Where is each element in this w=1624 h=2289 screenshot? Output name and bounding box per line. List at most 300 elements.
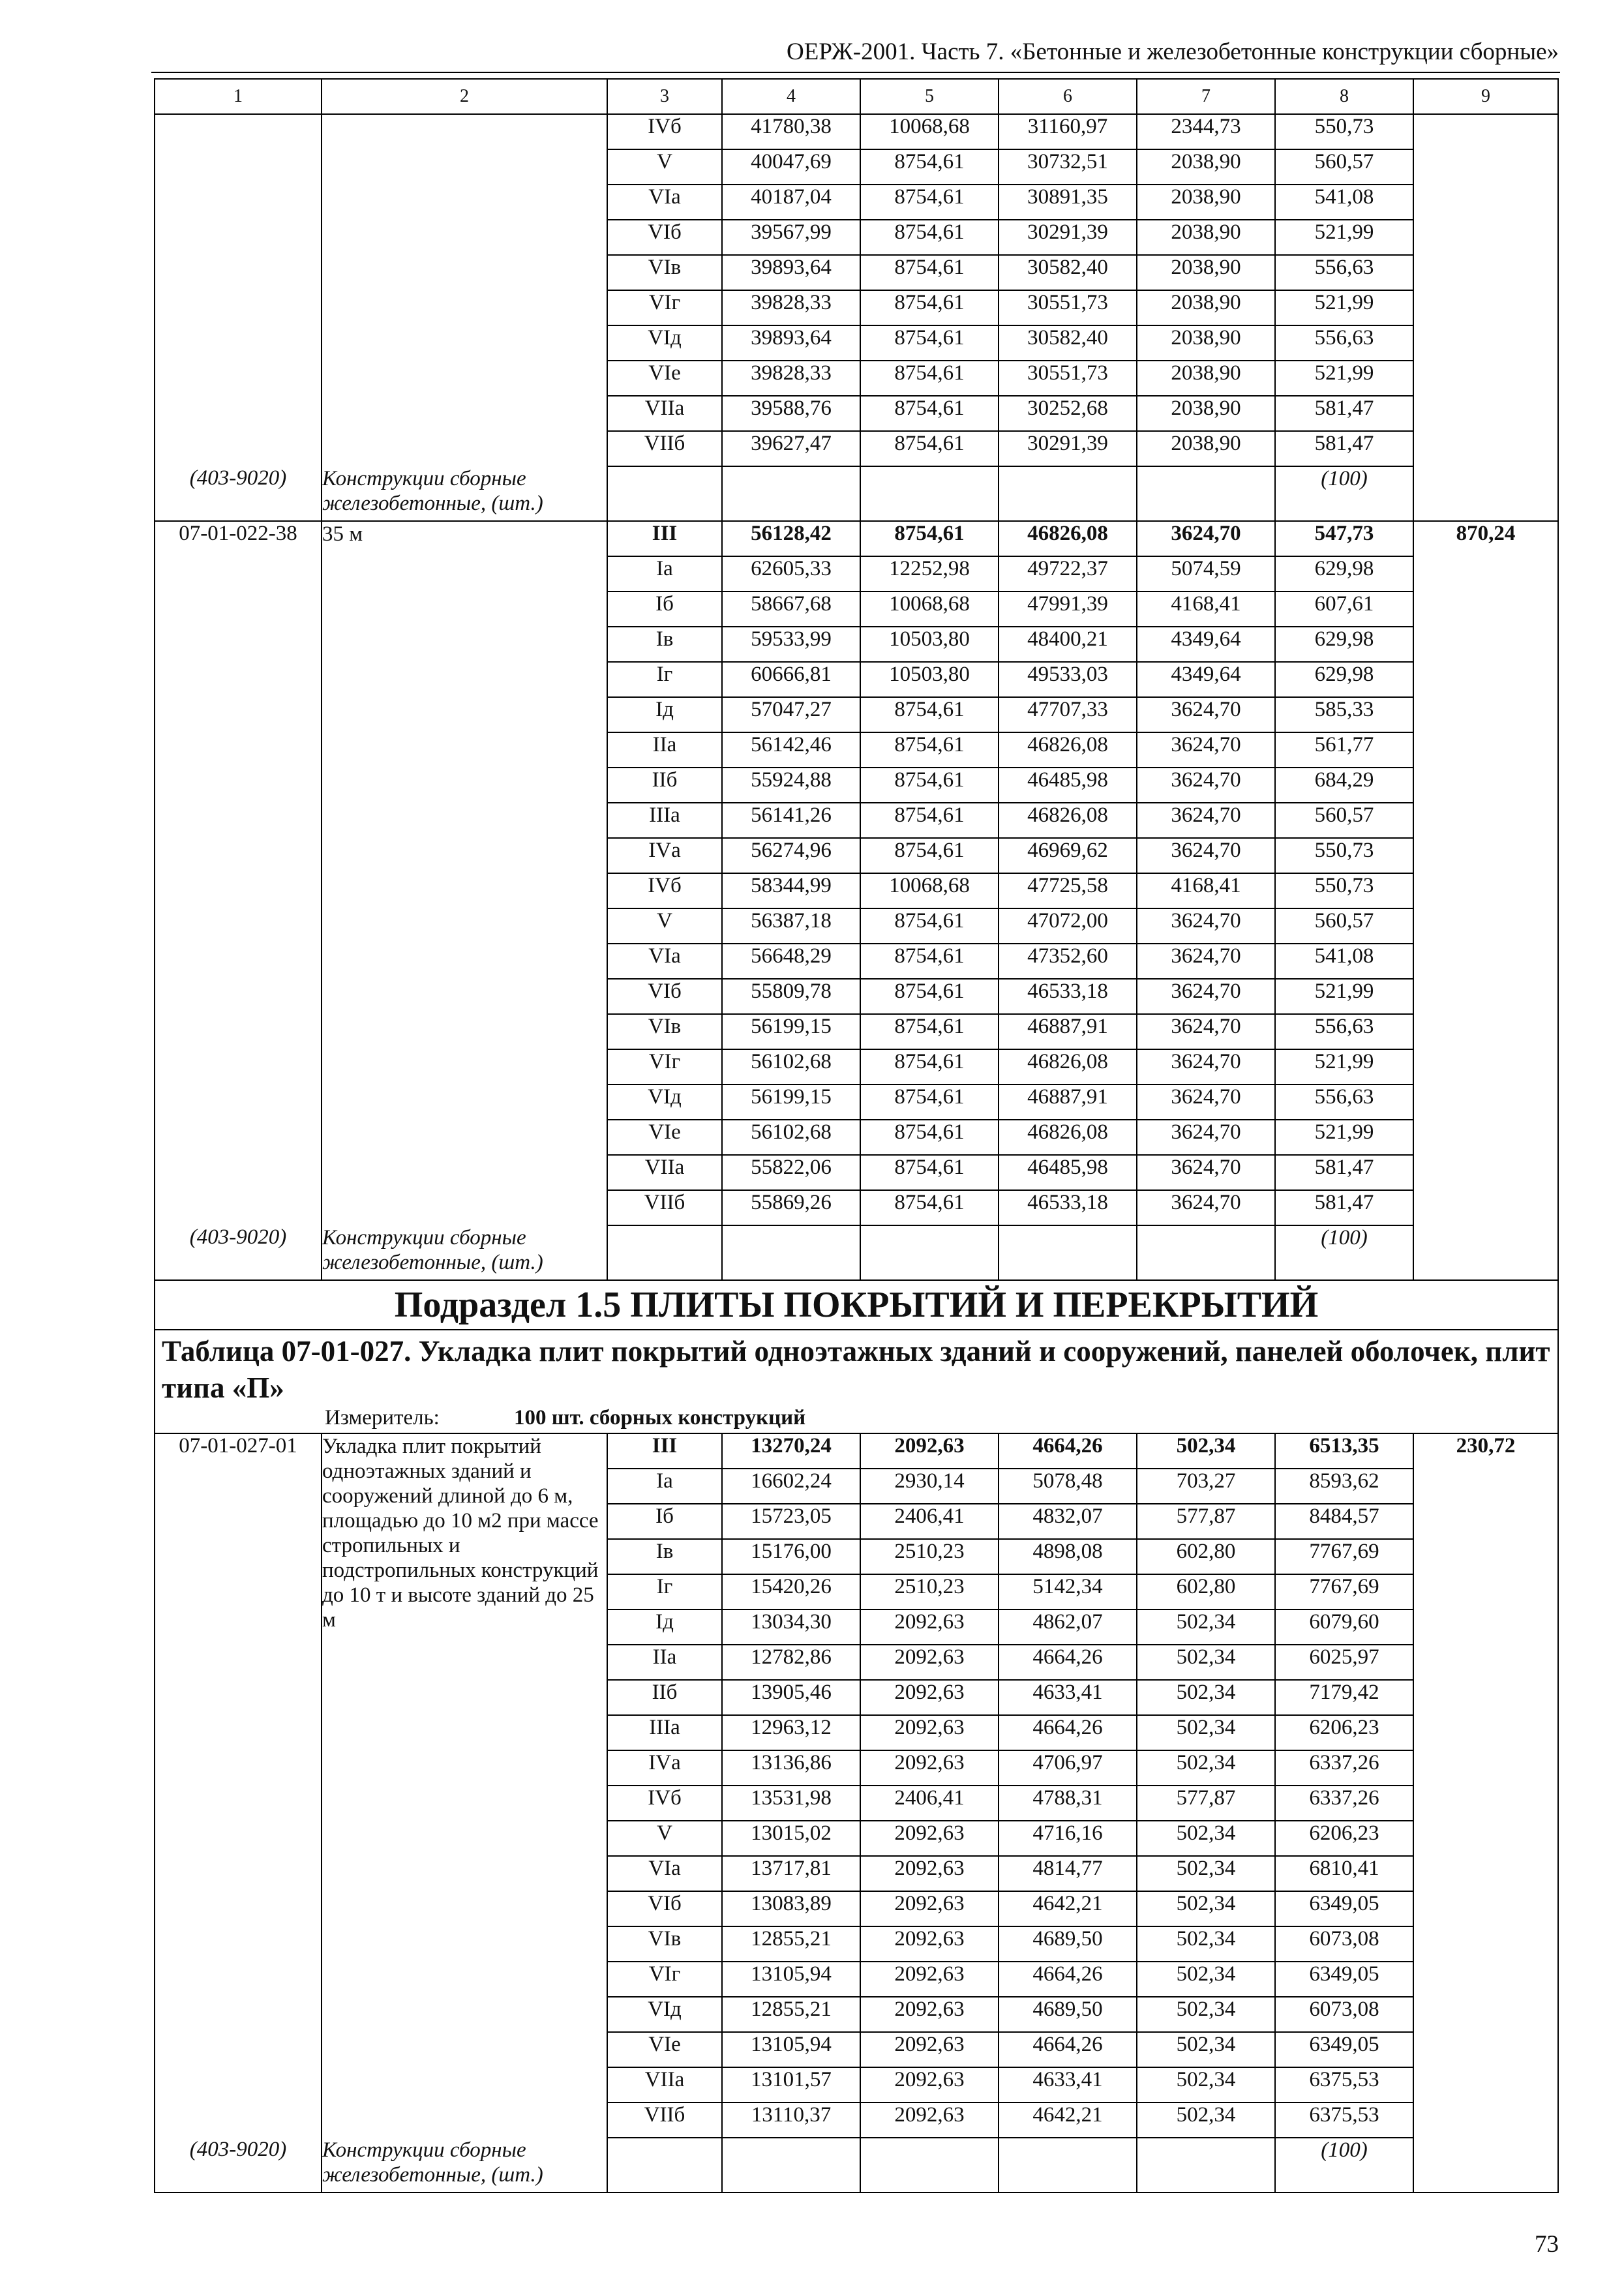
value-cell: 4814,77	[999, 1856, 1137, 1891]
value-cell: 47072,00	[999, 908, 1137, 944]
value-cell: 3624,70	[1137, 944, 1275, 979]
value-cell: 4862,07	[999, 1609, 1137, 1645]
value-cell: 12963,12	[722, 1715, 860, 1750]
rates-table-body	[155, 79, 1558, 2192]
value-cell: 3624,70	[1137, 803, 1275, 838]
value-cell: 56142,46	[722, 732, 860, 768]
zone-cell: VIб	[607, 220, 722, 255]
value-cell: 4633,41	[999, 1680, 1137, 1715]
zone-cell: VIIа	[607, 1155, 722, 1190]
value-cell: 30582,40	[999, 255, 1137, 290]
material-row	[155, 1225, 1558, 1280]
value-cell: 5142,34	[999, 1574, 1137, 1609]
value-cell: 8754,61	[860, 768, 999, 803]
value-cell: 8754,61	[860, 1190, 999, 1225]
value-cell: 13905,46	[722, 1680, 860, 1715]
value-cell: 6073,08	[1275, 1926, 1413, 1962]
table-title: Таблица 07-01-027. Укладка плит покрытий одноэтажных зданий и сооружений, панелей оболочек, плит типа «П»	[155, 1330, 1558, 1406]
value-cell: 13717,81	[722, 1856, 860, 1891]
zone-cell: VIе	[607, 2032, 722, 2067]
value-cell: 8754,61	[860, 325, 999, 361]
value-cell: 2038,90	[1137, 325, 1275, 361]
value-cell: 3624,70	[1137, 1085, 1275, 1120]
zone-cell: VIв	[607, 1926, 722, 1962]
value-cell: 521,99	[1275, 979, 1413, 1014]
value-cell: 502,34	[1137, 1962, 1275, 1997]
value-cell: 31160,97	[999, 114, 1137, 149]
value-cell: 4168,41	[1137, 873, 1275, 908]
zone-cell: VIд	[607, 1085, 722, 1120]
value-cell: 2092,63	[860, 1645, 999, 1680]
value-cell: 521,99	[1275, 361, 1413, 396]
value-cell: 2038,90	[1137, 290, 1275, 325]
value-cell: 8754,61	[860, 1085, 999, 1120]
value-cell: 629,98	[1275, 556, 1413, 591]
empty-cell	[860, 1225, 999, 1280]
value-cell: 2092,63	[860, 1750, 999, 1786]
value-cell: 6375,53	[1275, 2067, 1413, 2102]
value-cell: 556,63	[1275, 325, 1413, 361]
value-cell: 556,63	[1275, 1014, 1413, 1049]
column-9-value: 870,24	[1413, 521, 1558, 1225]
value-cell: 47725,58	[999, 873, 1137, 908]
value-cell: 39627,47	[722, 431, 860, 466]
value-cell: 13110,37	[722, 2102, 860, 2138]
zone-cell: VIв	[607, 255, 722, 290]
zone-cell: VIIа	[607, 2067, 722, 2102]
value-cell: 58344,99	[722, 873, 860, 908]
value-cell: 502,34	[1137, 2067, 1275, 2102]
value-cell: 2038,90	[1137, 255, 1275, 290]
zone-cell: Iг	[607, 662, 722, 697]
value-cell: 581,47	[1275, 396, 1413, 431]
value-cell: 4898,08	[999, 1539, 1137, 1574]
value-cell: 30582,40	[999, 325, 1137, 361]
subsection-title: Подраздел 1.5 ПЛИТЫ ПОКРЫТИЙ И ПЕРЕКРЫТИЙ	[155, 1280, 1558, 1330]
zone-cell: VIг	[607, 1049, 722, 1085]
value-cell: 10503,80	[860, 627, 999, 662]
zone-cell: IIб	[607, 768, 722, 803]
value-cell: 703,27	[1137, 1469, 1275, 1504]
value-cell: 6073,08	[1275, 1997, 1413, 2032]
value-cell: 46887,91	[999, 1014, 1137, 1049]
zone-cell: VIд	[607, 1997, 722, 2032]
value-cell: 561,77	[1275, 732, 1413, 768]
empty-cell	[1137, 466, 1275, 521]
empty-cell	[860, 466, 999, 521]
value-cell: 4832,07	[999, 1504, 1137, 1539]
zone-cell: VIе	[607, 1120, 722, 1155]
work-description	[322, 114, 607, 466]
value-cell: 15723,05	[722, 1504, 860, 1539]
zone-cell: IVа	[607, 1750, 722, 1786]
value-cell: 2038,90	[1137, 396, 1275, 431]
zone-cell: Iд	[607, 1609, 722, 1645]
value-cell: 56102,68	[722, 1049, 860, 1085]
value-cell: 8754,61	[860, 944, 999, 979]
value-cell: 8754,61	[860, 396, 999, 431]
value-cell: 2930,14	[860, 1469, 999, 1504]
value-cell: 39828,33	[722, 290, 860, 325]
zone-cell: IIа	[607, 1645, 722, 1680]
value-cell: 2406,41	[860, 1504, 999, 1539]
work-description: 35 м	[322, 521, 607, 1225]
value-cell: 8754,61	[860, 290, 999, 325]
value-cell: 56102,68	[722, 1120, 860, 1155]
value-cell: 12782,86	[722, 1645, 860, 1680]
column-number: 1	[155, 79, 322, 114]
value-cell: 13270,24	[722, 1433, 860, 1469]
value-cell: 581,47	[1275, 1190, 1413, 1225]
page-number: 73	[1535, 2231, 1559, 2258]
value-cell: 8754,61	[860, 149, 999, 185]
zone-cell: III	[607, 1433, 722, 1469]
value-cell: 13034,30	[722, 1609, 860, 1645]
zone-cell: Iа	[607, 556, 722, 591]
value-cell: 12855,21	[722, 1997, 860, 2032]
value-cell: 3624,70	[1137, 697, 1275, 732]
value-cell: 41780,38	[722, 114, 860, 149]
material-row	[155, 466, 1558, 521]
column-number: 8	[1275, 79, 1413, 114]
value-cell: 62605,33	[722, 556, 860, 591]
value-cell: 2092,63	[860, 1962, 999, 1997]
value-cell: 629,98	[1275, 627, 1413, 662]
rate-code: 07-01-027-01	[155, 1433, 322, 2138]
measure-label: Измеритель:	[325, 1406, 440, 1429]
table-row	[155, 1433, 1558, 1469]
value-cell: 8754,61	[860, 431, 999, 466]
zone-cell: IIIа	[607, 803, 722, 838]
value-cell: 7179,42	[1275, 1680, 1413, 1715]
column-number-row	[155, 79, 1558, 114]
value-cell: 4664,26	[999, 2032, 1137, 2067]
value-cell: 3624,70	[1137, 1155, 1275, 1190]
zone-cell: V	[607, 149, 722, 185]
value-cell: 46887,91	[999, 1085, 1137, 1120]
zone-cell: IIб	[607, 1680, 722, 1715]
value-cell: 3624,70	[1137, 1190, 1275, 1225]
value-cell: 502,34	[1137, 1433, 1275, 1469]
value-cell: 585,33	[1275, 697, 1413, 732]
value-cell: 8754,61	[860, 908, 999, 944]
value-cell: 59533,99	[722, 627, 860, 662]
measure-cell	[155, 1406, 1558, 1433]
zone-cell: Iг	[607, 1574, 722, 1609]
value-cell: 502,34	[1137, 1680, 1275, 1715]
value-cell: 2092,63	[860, 1856, 999, 1891]
zone-cell: Iв	[607, 627, 722, 662]
empty-cell	[722, 2138, 860, 2192]
value-cell: 57047,27	[722, 697, 860, 732]
material-description: Конструкции сборные железобетонные, (шт.)	[322, 466, 607, 521]
value-cell: 502,34	[1137, 1645, 1275, 1680]
value-cell: 541,08	[1275, 944, 1413, 979]
material-code: (403-9020)	[155, 466, 322, 521]
value-cell: 30551,73	[999, 361, 1137, 396]
value-cell: 5074,59	[1137, 556, 1275, 591]
value-cell: 2406,41	[860, 1786, 999, 1821]
zone-cell: VIа	[607, 1856, 722, 1891]
value-cell: 3624,70	[1137, 838, 1275, 873]
value-cell: 56648,29	[722, 944, 860, 979]
value-cell: 4642,21	[999, 1891, 1137, 1926]
value-cell: 13015,02	[722, 1821, 860, 1856]
value-cell: 8754,61	[860, 732, 999, 768]
value-cell: 2092,63	[860, 1891, 999, 1926]
value-cell: 8484,57	[1275, 1504, 1413, 1539]
value-cell: 46485,98	[999, 1155, 1137, 1190]
value-cell: 8593,62	[1275, 1469, 1413, 1504]
zone-cell: VIг	[607, 290, 722, 325]
material-quantity: (100)	[1275, 466, 1413, 521]
value-cell: 40047,69	[722, 149, 860, 185]
value-cell: 521,99	[1275, 220, 1413, 255]
empty-cell	[999, 1225, 1137, 1280]
value-cell: 4633,41	[999, 2067, 1137, 2102]
zone-cell: IVа	[607, 838, 722, 873]
table-row	[155, 114, 1558, 149]
value-cell: 581,47	[1275, 1155, 1413, 1190]
zone-cell: Iв	[607, 1539, 722, 1574]
value-cell: 2092,63	[860, 1433, 999, 1469]
value-cell: 58667,68	[722, 591, 860, 627]
subsection-row	[155, 1280, 1558, 1330]
value-cell: 602,80	[1137, 1539, 1275, 1574]
value-cell: 2092,63	[860, 1609, 999, 1645]
value-cell: 39567,99	[722, 220, 860, 255]
value-cell: 8754,61	[860, 361, 999, 396]
value-cell: 3624,70	[1137, 1049, 1275, 1085]
value-cell: 8754,61	[860, 255, 999, 290]
value-cell: 502,34	[1137, 2032, 1275, 2067]
rate-code: 07-01-022-38	[155, 521, 322, 1225]
value-cell: 502,34	[1137, 1821, 1275, 1856]
value-cell: 8754,61	[860, 697, 999, 732]
zone-cell: VIа	[607, 185, 722, 220]
value-cell: 6206,23	[1275, 1715, 1413, 1750]
value-cell: 56387,18	[722, 908, 860, 944]
value-cell: 47991,39	[999, 591, 1137, 627]
value-cell: 4664,26	[999, 1715, 1137, 1750]
value-cell: 581,47	[1275, 431, 1413, 466]
value-cell: 55924,88	[722, 768, 860, 803]
value-cell: 56128,42	[722, 521, 860, 556]
value-cell: 10503,80	[860, 662, 999, 697]
zone-cell: VIа	[607, 944, 722, 979]
zone-cell: VIIб	[607, 2102, 722, 2138]
value-cell: 550,73	[1275, 838, 1413, 873]
empty-cell	[722, 1225, 860, 1280]
value-cell: 521,99	[1275, 1120, 1413, 1155]
value-cell: 13105,94	[722, 2032, 860, 2067]
value-cell: 4716,16	[999, 1821, 1137, 1856]
zone-cell: Iд	[607, 697, 722, 732]
value-cell: 46969,62	[999, 838, 1137, 873]
value-cell: 4642,21	[999, 2102, 1137, 2138]
value-cell: 39828,33	[722, 361, 860, 396]
value-cell: 13531,98	[722, 1786, 860, 1821]
value-cell: 8754,61	[860, 1120, 999, 1155]
value-cell: 502,34	[1137, 1856, 1275, 1891]
material-quantity: (100)	[1275, 1225, 1413, 1280]
value-cell: 30291,39	[999, 431, 1137, 466]
value-cell: 47352,60	[999, 944, 1137, 979]
value-cell: 6513,35	[1275, 1433, 1413, 1469]
value-cell: 6349,05	[1275, 1891, 1413, 1926]
zone-cell: VIг	[607, 1962, 722, 1997]
value-cell: 56199,15	[722, 1085, 860, 1120]
value-cell: 2038,90	[1137, 185, 1275, 220]
value-cell: 2038,90	[1137, 361, 1275, 396]
value-cell: 521,99	[1275, 290, 1413, 325]
value-cell: 10068,68	[860, 114, 999, 149]
value-cell: 12855,21	[722, 1926, 860, 1962]
empty-cell	[1413, 2138, 1558, 2192]
empty-cell	[1413, 466, 1558, 521]
value-cell: 15176,00	[722, 1539, 860, 1574]
value-cell: 46826,08	[999, 1120, 1137, 1155]
value-cell: 60666,81	[722, 662, 860, 697]
value-cell: 6079,60	[1275, 1609, 1413, 1645]
value-cell: 4706,97	[999, 1750, 1137, 1786]
value-cell: 502,34	[1137, 1609, 1275, 1645]
value-cell: 2092,63	[860, 2032, 999, 2067]
value-cell: 502,34	[1137, 1750, 1275, 1786]
zone-cell: IVб	[607, 873, 722, 908]
measure-value: 100 шт. сборных конструкций	[514, 1406, 806, 1429]
value-cell: 8754,61	[860, 1049, 999, 1085]
value-cell: 2038,90	[1137, 431, 1275, 466]
value-cell: 8754,61	[860, 803, 999, 838]
zone-cell: Iа	[607, 1469, 722, 1504]
zone-cell: Iб	[607, 1504, 722, 1539]
value-cell: 7767,69	[1275, 1539, 1413, 1574]
zone-cell: VIб	[607, 979, 722, 1014]
value-cell: 46533,18	[999, 1190, 1137, 1225]
value-cell: 8754,61	[860, 521, 999, 556]
value-cell: 2092,63	[860, 2102, 999, 2138]
empty-cell	[607, 466, 722, 521]
value-cell: 8754,61	[860, 1014, 999, 1049]
empty-cell	[722, 466, 860, 521]
value-cell: 577,87	[1137, 1504, 1275, 1539]
value-cell: 550,73	[1275, 114, 1413, 149]
value-cell: 46533,18	[999, 979, 1137, 1014]
value-cell: 30732,51	[999, 149, 1137, 185]
value-cell: 602,80	[1137, 1574, 1275, 1609]
zone-cell: VIе	[607, 361, 722, 396]
value-cell: 55809,78	[722, 979, 860, 1014]
value-cell: 39588,76	[722, 396, 860, 431]
value-cell: 40187,04	[722, 185, 860, 220]
value-cell: 46826,08	[999, 803, 1137, 838]
value-cell: 2344,73	[1137, 114, 1275, 149]
value-cell: 4664,26	[999, 1645, 1137, 1680]
value-cell: 5078,48	[999, 1469, 1137, 1504]
value-cell: 8754,61	[860, 1155, 999, 1190]
material-description: Конструкции сборные железобетонные, (шт.)	[322, 1225, 607, 1280]
material-code: (403-9020)	[155, 2138, 322, 2192]
value-cell: 55822,06	[722, 1155, 860, 1190]
value-cell: 3624,70	[1137, 1120, 1275, 1155]
value-cell: 2038,90	[1137, 149, 1275, 185]
value-cell: 684,29	[1275, 768, 1413, 803]
zone-cell: IIа	[607, 732, 722, 768]
value-cell: 10068,68	[860, 873, 999, 908]
value-cell: 56199,15	[722, 1014, 860, 1049]
value-cell: 46485,98	[999, 768, 1137, 803]
value-cell: 12252,98	[860, 556, 999, 591]
zone-cell: VIв	[607, 1014, 722, 1049]
value-cell: 6337,26	[1275, 1750, 1413, 1786]
value-cell: 3624,70	[1137, 979, 1275, 1014]
header-rule	[151, 72, 1560, 73]
zone-cell: VIд	[607, 325, 722, 361]
material-code: (403-9020)	[155, 1225, 322, 1280]
value-cell: 629,98	[1275, 662, 1413, 697]
value-cell: 502,34	[1137, 1926, 1275, 1962]
measure-row	[155, 1406, 1558, 1433]
value-cell: 560,57	[1275, 803, 1413, 838]
value-cell: 4689,50	[999, 1926, 1137, 1962]
value-cell: 56274,96	[722, 838, 860, 873]
value-cell: 16602,24	[722, 1469, 860, 1504]
value-cell: 2510,23	[860, 1574, 999, 1609]
empty-cell	[607, 2138, 722, 2192]
value-cell: 502,34	[1137, 1891, 1275, 1926]
column-number: 9	[1413, 79, 1558, 114]
value-cell: 3624,70	[1137, 521, 1275, 556]
zone-cell: Iб	[607, 591, 722, 627]
value-cell: 8754,61	[860, 838, 999, 873]
value-cell: 4788,31	[999, 1786, 1137, 1821]
empty-cell	[860, 2138, 999, 2192]
value-cell: 550,73	[1275, 873, 1413, 908]
value-cell: 30291,39	[999, 220, 1137, 255]
zone-cell: III	[607, 521, 722, 556]
value-cell: 39893,64	[722, 325, 860, 361]
table-title-row	[155, 1330, 1558, 1406]
value-cell: 4349,64	[1137, 662, 1275, 697]
value-cell: 577,87	[1137, 1786, 1275, 1821]
value-cell: 2038,90	[1137, 220, 1275, 255]
value-cell: 502,34	[1137, 1997, 1275, 2032]
value-cell: 502,34	[1137, 2102, 1275, 2138]
value-cell: 3624,70	[1137, 908, 1275, 944]
value-cell: 6349,05	[1275, 1962, 1413, 1997]
value-cell: 30252,68	[999, 396, 1137, 431]
empty-cell	[999, 466, 1137, 521]
value-cell: 56141,26	[722, 803, 860, 838]
value-cell: 547,73	[1275, 521, 1413, 556]
value-cell: 3624,70	[1137, 732, 1275, 768]
value-cell: 6810,41	[1275, 1856, 1413, 1891]
value-cell: 502,34	[1137, 1715, 1275, 1750]
value-cell: 15420,26	[722, 1574, 860, 1609]
work-description: Укладка плит покрытий одноэтажных зданий и сооружений длиной до 6 м, площадью до 10 м2 при массе стропильных и подстропильных конструкций до 10 т и высоте зданий до 25 м	[322, 1433, 607, 2138]
column-9-value: 230,72	[1413, 1433, 1558, 2138]
value-cell: 4664,26	[999, 1962, 1137, 1997]
value-cell: 10068,68	[860, 591, 999, 627]
column-number: 2	[322, 79, 607, 114]
material-quantity: (100)	[1275, 2138, 1413, 2192]
value-cell: 2092,63	[860, 1997, 999, 2032]
value-cell: 4349,64	[1137, 627, 1275, 662]
material-description: Конструкции сборные железобетонные, (шт.)	[322, 2138, 607, 2192]
value-cell: 46826,08	[999, 521, 1137, 556]
zone-cell: IVб	[607, 114, 722, 149]
